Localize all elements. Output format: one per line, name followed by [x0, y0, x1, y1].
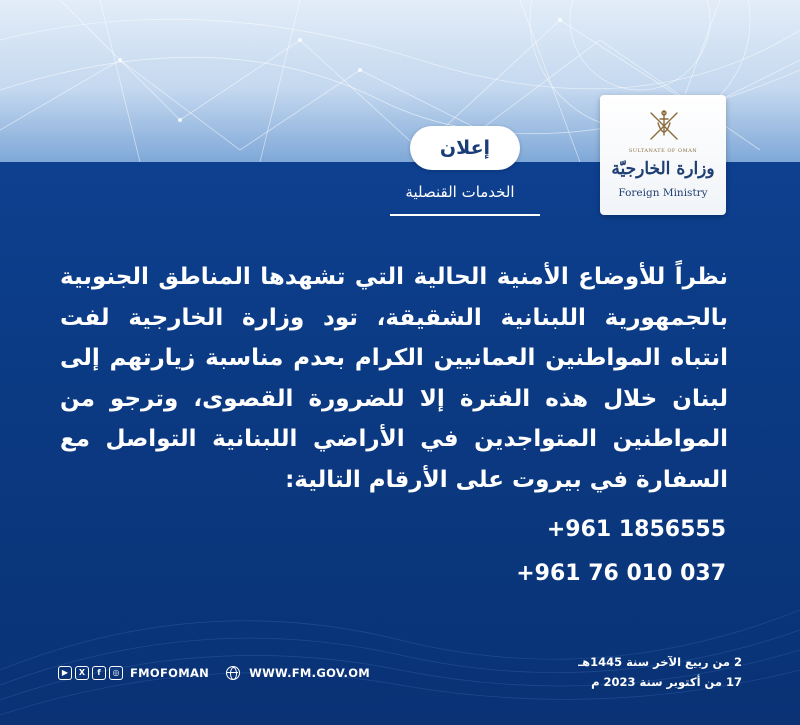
subtitle-underline [390, 214, 540, 216]
phone-number-2: +961 76 010 037 [516, 561, 726, 586]
footer-contacts [58, 664, 370, 682]
ministry-name-english: Foreign Ministry [618, 187, 708, 199]
sultanate-caption: SULTANATE OF OMAN [628, 148, 698, 154]
date-block [540, 652, 742, 692]
ministry-name-arabic: وزارة الخارجيّة [611, 159, 715, 179]
facebook-icon[interactable]: f [92, 666, 106, 680]
date-hijri: 2 من ربيع الآخر سنة 1445هـ [578, 655, 742, 669]
social-handle[interactable]: FMOFOMAN [130, 666, 210, 680]
instagram-icon[interactable]: ◎ [109, 666, 123, 680]
oman-khanjar-emblem-icon [643, 105, 685, 147]
ministry-logo-card [600, 95, 726, 215]
website-link[interactable]: WWW.FM.GOV.OM [249, 666, 371, 680]
announcement-badge: إعلان [410, 126, 520, 170]
phone-number-1: +961 1856555 [546, 517, 726, 542]
announcement-body: نظراً للأوضاع الأمنية الحالية التي تشهدها المناطق الجنوبية بالجمهورية اللبنانية الشقيقة، تود وزارة الخارجية لفت انتباه المواطنين العمانيين الكرام بعدم مناسبة زيارتهم إلى لبنان خلال هذه الفترة إلا للضرورة القصوى، وترجو من المواطنين المتواجدين في الأراضي اللبنانية التواصل مع السفارة في بيروت على الأرقام التالية: [60, 264, 728, 493]
x-icon[interactable]: X [75, 666, 89, 680]
section-subtitle: الخدمات القنصلية [405, 183, 515, 201]
youtube-icon[interactable]: ▶ [58, 666, 72, 680]
globe-icon [226, 666, 240, 680]
date-gregorian: 17 من أكتوبر سنة 2023 م [591, 675, 742, 689]
